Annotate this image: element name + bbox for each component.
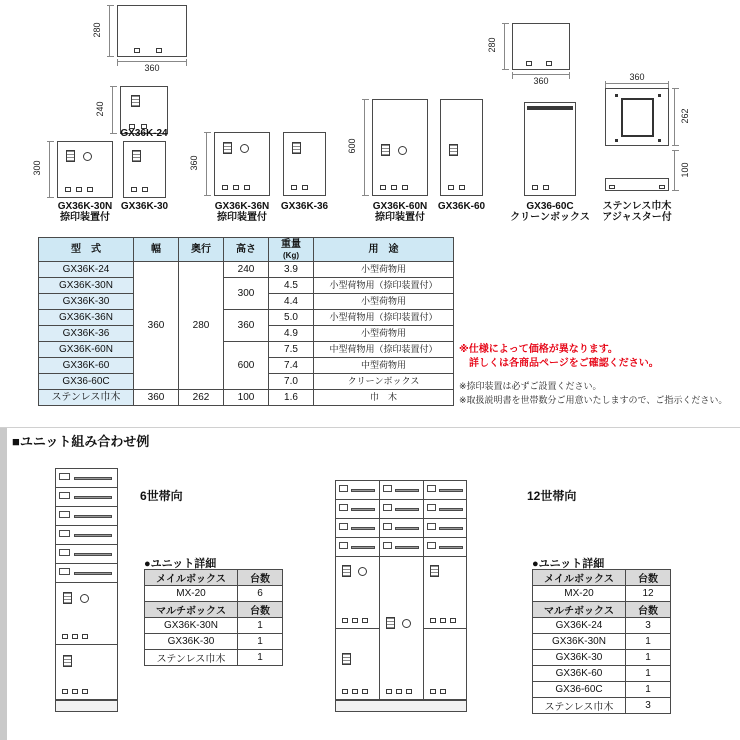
stamp-device-icon: [80, 594, 89, 603]
keypad-icon: [63, 655, 72, 667]
foot-mark: [244, 185, 250, 190]
dim-line: [109, 5, 110, 57]
cell-model: ステンレス巾木: [39, 390, 134, 406]
detail-row: [145, 618, 283, 634]
col-weight-label: 重量: [281, 238, 301, 250]
mail-slot-bar: [351, 527, 375, 530]
unit-drawing-gx36k-30: [123, 141, 166, 198]
spec-header-row: [39, 238, 454, 262]
detail-row: [145, 602, 283, 618]
keypad-icon: [223, 142, 232, 154]
cell-weight: 4.4: [269, 294, 314, 310]
unit-drawing-gx36-60c: [524, 102, 576, 196]
foot-mark: [391, 185, 397, 190]
mailbox-slot: [380, 538, 423, 557]
detail-value: 台数: [626, 570, 671, 586]
unit-sub: 捺印装置付: [60, 212, 110, 223]
col-depth: 奥行: [179, 238, 224, 262]
note-stamp: ※捺印装置は必ずご設置ください。: [459, 381, 602, 391]
drawing-topview-right: [512, 23, 570, 70]
keypad-icon: [381, 144, 390, 156]
detail-row: [533, 586, 671, 602]
foot-mark: [546, 61, 552, 66]
mailbox-slot: [56, 469, 117, 488]
detail-label: MX-20: [533, 586, 626, 602]
keypad-icon: [342, 653, 351, 665]
detail-value: 1: [238, 634, 283, 650]
mail-slot-bar: [74, 477, 112, 480]
cell-height: 100: [224, 390, 269, 406]
unit-model: GX36K-30N: [57, 201, 113, 212]
detail-value: 1: [626, 666, 671, 682]
col-height: 高さ: [224, 238, 269, 262]
col-model: 型 式: [39, 238, 134, 262]
foot-mark: [380, 185, 386, 190]
cell-weight: 3.9: [269, 262, 314, 278]
unit-label: GX36K-36: [280, 201, 329, 212]
left-margin-bar: [0, 428, 7, 740]
cell-model: GX36K-60N: [39, 342, 134, 358]
mailbox-slot: [380, 519, 423, 538]
detail-row: [533, 602, 671, 618]
detail-value: 1: [238, 650, 283, 666]
foot-marks: [62, 689, 88, 694]
multi-box-compartment: [336, 629, 379, 699]
unit-model: GX36-60C: [526, 201, 574, 212]
cabinet-column: [336, 481, 380, 699]
mail-slot-bar: [74, 572, 112, 575]
unit-model: GX36K-36N: [214, 201, 270, 212]
note-manual: ※取扱説明書を世帯数分ご用意いたしますので、ご指示ください。: [459, 395, 728, 405]
unit-detail-table-6: [144, 569, 283, 666]
mailbox-slot: [336, 519, 379, 538]
foot-marks: [386, 689, 412, 694]
dim-line: [512, 74, 570, 75]
corner-dot: [615, 139, 618, 142]
nameplate-mark: [339, 504, 348, 511]
dim-line: [206, 132, 207, 196]
dim-line: [49, 141, 50, 198]
cell-weight: 7.5: [269, 342, 314, 358]
foot-mark: [302, 185, 308, 190]
foot-mark: [156, 48, 162, 53]
unit-drawing-gx36k-60: [440, 99, 483, 196]
detail-value: 1: [626, 682, 671, 698]
cell-use: 巾 木: [314, 390, 454, 406]
cabinet-diagram-6: [55, 468, 118, 700]
nameplate-mark: [339, 485, 348, 492]
unit-drawing-gx36k-30n: [57, 141, 113, 198]
foot-mark: [448, 185, 454, 190]
cell-model: GX36-60C: [39, 374, 134, 390]
foot-marks: [342, 618, 368, 623]
drawing-habaki-sideview: [605, 178, 669, 191]
detail-row: [533, 618, 671, 634]
mailbox-slot: [380, 500, 423, 519]
mail-slot-bar: [74, 515, 112, 518]
mailbox-slot: [56, 507, 117, 526]
detail-label: GX36K-30N: [533, 634, 626, 650]
cell-height: 600: [224, 342, 269, 390]
spec-table: [38, 237, 454, 406]
foot-marks: [62, 634, 88, 639]
multi-box-compartment-30n: [56, 583, 117, 645]
stamp-device-icon: [240, 144, 249, 153]
unit-detail-title-12: ●ユニット詳細: [532, 558, 605, 570]
cell-weight: 4.9: [269, 326, 314, 342]
detail-row: [533, 698, 671, 714]
cabinet-column: [380, 481, 424, 699]
cell-model: GX36K-24: [39, 262, 134, 278]
foot-mark: [532, 185, 538, 190]
dim-label-height: 240: [95, 101, 105, 117]
spec-row: [39, 310, 454, 326]
dim-label-height: 360: [189, 155, 199, 171]
stamp-device-icon: [402, 619, 411, 628]
nameplate-mark: [59, 568, 70, 575]
unit-sub: 捺印装置付: [217, 212, 267, 223]
drawing-topview-left: [117, 5, 187, 57]
mailbox-slot: [380, 481, 423, 500]
cabinet-diagram-12: [335, 480, 467, 700]
unit-drawing-gx36k-36: [283, 132, 326, 196]
detail-value: 3: [626, 618, 671, 634]
nameplate-mark: [383, 542, 392, 549]
habaki-frame: [621, 98, 654, 137]
unit-label: GX36K-24: [120, 128, 168, 139]
mail-slot-bar: [395, 508, 419, 511]
dim-line: [605, 83, 669, 84]
detail-label: メイルボックス: [145, 570, 238, 586]
cell-use: クリーンボックス: [314, 374, 454, 390]
cell-model: GX36K-36: [39, 326, 134, 342]
mail-slot-bar: [395, 546, 419, 549]
col-use: 用 途: [314, 238, 454, 262]
section-divider: [0, 427, 740, 428]
keypad-icon: [63, 592, 72, 604]
detail-value: 台数: [626, 602, 671, 618]
cell-use: 中型荷物用（捺印装置付）: [314, 342, 454, 358]
cell-height: 300: [224, 278, 269, 310]
cell-width-shared: 360: [134, 262, 179, 390]
foot-mark: [65, 187, 71, 192]
foot-mark: [233, 185, 239, 190]
mailbox-slot: [56, 488, 117, 507]
keypad-icon: [131, 95, 140, 107]
mail-slot-bar: [351, 489, 375, 492]
baseboard-strip-12: [335, 700, 467, 712]
detail-label: メイルボックス: [533, 570, 626, 586]
detail-label: ステンレス巾木: [533, 698, 626, 714]
detail-row: [533, 666, 671, 682]
keypad-icon: [292, 142, 301, 154]
keypad-icon: [132, 150, 141, 162]
dim-label-width: 360: [629, 72, 645, 82]
unit-label: [510, 201, 590, 223]
foot-mark: [87, 187, 93, 192]
clean-box-compartment: [424, 629, 467, 699]
col-weight-unit: (Kg): [283, 250, 299, 260]
cell-weight: 1.6: [269, 390, 314, 406]
nameplate-mark: [427, 485, 436, 492]
foot-mark: [222, 185, 228, 190]
cell-depth: 262: [179, 390, 224, 406]
spec-row: [39, 278, 454, 294]
mail-slot-bar: [74, 534, 112, 537]
unit-model: GX36K-60N: [372, 201, 428, 212]
detail-label: GX36K-30: [533, 650, 626, 666]
cell-width: 360: [134, 390, 179, 406]
cell-use: 中型荷物用: [314, 358, 454, 374]
dim-line: [674, 88, 675, 146]
lid-slot: [527, 106, 573, 110]
cell-use: 小型荷物用（捺印装置付）: [314, 310, 454, 326]
dim-label-width: 360: [533, 76, 549, 86]
unit-sub: アジャスター付: [602, 212, 672, 223]
mail-slot-bar: [439, 527, 463, 530]
mail-slot-bar: [351, 546, 375, 549]
foot-marks: [430, 618, 456, 623]
detail-label: マルチボックス: [145, 602, 238, 618]
combo-section-title: ■ユニット組み合わせ例: [12, 434, 150, 449]
detail-value: 1: [626, 634, 671, 650]
foot-mark: [402, 185, 408, 190]
drawing-habaki-topview: [605, 88, 669, 146]
dim-label-height: 100: [680, 162, 690, 178]
mailbox-slot: [56, 526, 117, 545]
cell-model: GX36K-60: [39, 358, 134, 374]
mail-slot-bar: [395, 527, 419, 530]
spec-row: [39, 262, 454, 278]
nameplate-mark: [427, 523, 436, 530]
mailbox-slot: [424, 538, 467, 557]
nameplate-mark: [383, 504, 392, 511]
mailbox-slot: [56, 564, 117, 583]
detail-row: [145, 634, 283, 650]
detail-value: 1: [626, 650, 671, 666]
keypad-icon: [449, 144, 458, 156]
dim-label-depth: 280: [487, 37, 497, 53]
corner-dot: [658, 94, 661, 97]
foot-mark: [142, 187, 148, 192]
unit-drawing-gx36k-36n: [214, 132, 270, 196]
mail-slot-bar: [351, 508, 375, 511]
mailbox-slot: [424, 481, 467, 500]
unit-model: ステンレス巾木: [602, 201, 672, 212]
nameplate-mark: [59, 492, 70, 499]
cell-weight: 7.4: [269, 358, 314, 374]
foot-mark: [459, 185, 465, 190]
nameplate-mark: [59, 473, 70, 480]
cell-model: GX36K-36N: [39, 310, 134, 326]
adjuster-mark: [609, 185, 615, 189]
detail-value: 1: [238, 618, 283, 634]
mail-slot-bar: [395, 489, 419, 492]
unit-sub: 捺印装置付: [375, 212, 425, 223]
stamp-device-icon: [358, 567, 367, 576]
foot-mark: [131, 187, 137, 192]
dim-line: [112, 86, 113, 134]
detail-label: マルチボックス: [533, 602, 626, 618]
detail-row: [145, 570, 283, 586]
unit-drawing-gx36k-60n: [372, 99, 428, 196]
unit-label: [585, 201, 689, 223]
detail-value: 台数: [238, 570, 283, 586]
multi-box-compartment-30: [56, 645, 117, 699]
mail-slot-bar: [439, 489, 463, 492]
stamp-device-icon: [398, 146, 407, 155]
cell-use: 小型荷物用: [314, 326, 454, 342]
keypad-icon: [342, 565, 351, 577]
nameplate-mark: [59, 511, 70, 518]
unit-label: GX36K-60: [437, 201, 486, 212]
foot-mark: [543, 185, 549, 190]
detail-value: 12: [626, 586, 671, 602]
dim-label-depth: 280: [92, 22, 102, 38]
detail-row: [145, 586, 283, 602]
mail-slot-bar: [74, 496, 112, 499]
detail-label: GX36K-30N: [145, 618, 238, 634]
detail-row: [533, 634, 671, 650]
foot-mark: [291, 185, 297, 190]
cell-use: 小型荷物用: [314, 262, 454, 278]
dim-label-height: 300: [32, 160, 42, 176]
mailbox-slot: [424, 500, 467, 519]
foot-marks: [430, 689, 446, 694]
nameplate-mark: [59, 530, 70, 537]
caption-6-households: 6世帯向: [140, 489, 183, 503]
dim-label-width: 360: [144, 63, 160, 73]
dim-label-depth: 262: [680, 108, 690, 124]
nameplate-mark: [339, 542, 348, 549]
detail-value: 6: [238, 586, 283, 602]
caption-12-households: 12世帯向: [527, 489, 577, 503]
dim-line: [117, 61, 187, 62]
nameplate-mark: [383, 523, 392, 530]
cell-model: GX36K-30N: [39, 278, 134, 294]
dim-label-height: 600: [347, 138, 357, 154]
detail-label: GX36K-60: [533, 666, 626, 682]
unit-sub: クリーンボックス: [510, 212, 590, 223]
cell-use: 小型荷物用（捺印装置付）: [314, 278, 454, 294]
mailbox-slot: [56, 545, 117, 564]
mailbox-slot: [424, 519, 467, 538]
nameplate-mark: [59, 549, 70, 556]
cabinet-column: [424, 481, 467, 699]
foot-mark: [76, 187, 82, 192]
multi-box-compartment: [336, 557, 379, 629]
mail-slot-bar: [439, 508, 463, 511]
detail-label: GX36K-30: [145, 634, 238, 650]
detail-row: [533, 682, 671, 698]
dim-line: [364, 99, 365, 196]
foot-mark: [134, 48, 140, 53]
unit-detail-table-12: [532, 569, 671, 714]
unit-label: GX36K-30: [120, 201, 169, 212]
detail-value: 台数: [238, 602, 283, 618]
cell-depth-shared: 280: [179, 262, 224, 390]
detail-row: [533, 570, 671, 586]
detail-label: ステンレス巾木: [145, 650, 238, 666]
spec-row: [39, 390, 454, 406]
nameplate-mark: [427, 504, 436, 511]
baseboard-strip-6: [55, 700, 118, 712]
mailbox-slot: [336, 538, 379, 557]
notes-block: [459, 343, 737, 407]
col-width: 幅: [134, 238, 179, 262]
foot-mark: [526, 61, 532, 66]
detail-label: GX36-60C: [533, 682, 626, 698]
dim-line: [674, 150, 675, 191]
note-price: ※仕様によって価格が異なります。: [459, 344, 618, 355]
mail-slot-bar: [74, 553, 112, 556]
unit-detail-title-6: ●ユニット詳細: [144, 558, 217, 570]
cell-height: 360: [224, 310, 269, 342]
keypad-icon: [66, 150, 75, 162]
detail-row: [533, 650, 671, 666]
detail-label: GX36K-24: [533, 618, 626, 634]
mailbox-slot: [336, 481, 379, 500]
detail-row: [145, 650, 283, 666]
adjuster-mark: [659, 185, 665, 189]
corner-dot: [615, 94, 618, 97]
mailbox-slot: [336, 500, 379, 519]
detail-label: MX-20: [145, 586, 238, 602]
spec-row: [39, 342, 454, 358]
cell-weight: 7.0: [269, 374, 314, 390]
nameplate-mark: [339, 523, 348, 530]
col-weight: [269, 238, 314, 262]
detail-value: 3: [626, 698, 671, 714]
nameplate-mark: [383, 485, 392, 492]
note-price-detail: 詳しくは各商品ページをご確認ください。: [469, 358, 659, 369]
cell-weight: 5.0: [269, 310, 314, 326]
keypad-icon: [386, 617, 395, 629]
unit-drawing-gx36k-24: [120, 86, 168, 134]
cell-height: 240: [224, 262, 269, 278]
corner-dot: [658, 139, 661, 142]
nameplate-mark: [427, 542, 436, 549]
cell-model: GX36K-30: [39, 294, 134, 310]
stamp-device-icon: [83, 152, 92, 161]
cell-weight: 4.5: [269, 278, 314, 294]
mail-slot-bar: [439, 546, 463, 549]
keypad-icon: [430, 565, 439, 577]
multi-box-compartment: [424, 557, 467, 629]
multi-box-compartment-tall: [380, 557, 423, 699]
foot-marks: [342, 689, 368, 694]
cell-use: 小型荷物用: [314, 294, 454, 310]
dim-line: [504, 23, 505, 70]
